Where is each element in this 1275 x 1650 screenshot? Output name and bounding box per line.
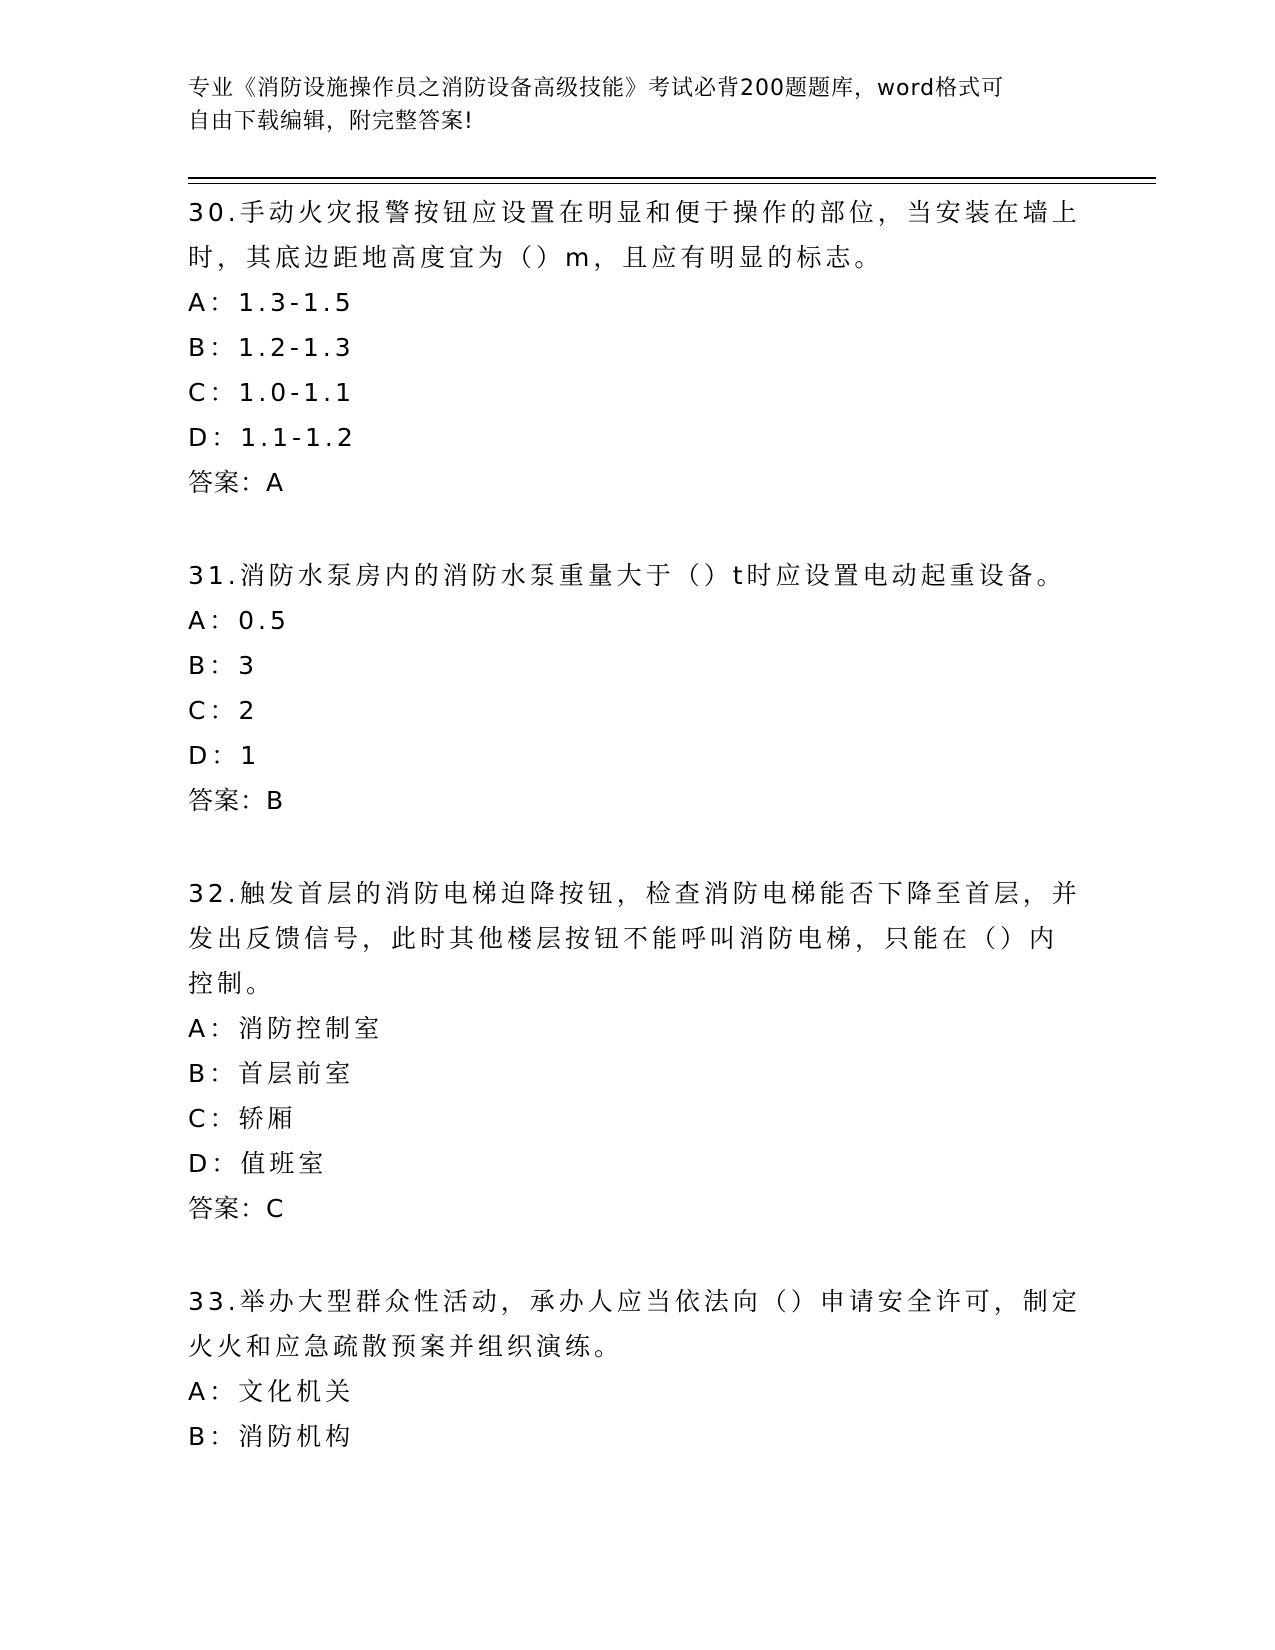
question-stem-line: 时，其底边距地高度宜为（）m，且应有明显的标志。 <box>188 243 884 272</box>
question-stem-line: 30.手动火灾报警按钮应设置在明显和便于操作的部位，当安装在墙上 <box>188 198 1081 227</box>
option-c: C：1.0-1.1 <box>188 378 355 407</box>
question-stem-line: 32.触发首层的消防电梯迫降按钮，检查消防电梯能否下降至首层，并 <box>188 879 1081 908</box>
answer-line <box>188 460 1088 505</box>
header-line-1: 专业《消防设施操作员之消防设备高级技能》考试必背200题题库，word格式可 <box>188 76 1005 101</box>
question-32 <box>188 871 1088 1231</box>
question-stem-line: 火火和应急疏散预案并组织演练。 <box>188 1332 624 1361</box>
option-c: C：2 <box>188 696 259 725</box>
option-d: D：1 <box>188 741 261 770</box>
question-30 <box>188 190 1088 505</box>
option-a: A：1.3-1.5 <box>188 288 355 317</box>
option-d: D：1.1-1.2 <box>188 423 357 452</box>
option-a: A：消防控制室 <box>188 1014 384 1043</box>
option-b: B：消防机构 <box>188 1422 355 1451</box>
answer-value: A <box>266 468 285 497</box>
option-a: A：文化机关 <box>188 1377 355 1406</box>
answer-label: 答案： <box>188 1194 267 1223</box>
question-31 <box>188 553 1088 823</box>
header-line-2: 自由下载编辑，附完整答案! <box>188 109 474 134</box>
header-divider-thin <box>188 183 1156 184</box>
option-d: D：值班室 <box>188 1149 328 1178</box>
question-33 <box>188 1279 1088 1459</box>
answer-label: 答案： <box>188 468 267 497</box>
header-divider-thick <box>188 177 1156 179</box>
answer-value: C <box>266 1194 285 1223</box>
question-stem-line: 发出反馈信号，此时其他楼层按钮不能呼叫消防电梯，只能在（）内 <box>188 924 1059 953</box>
option-b: B：1.2-1.3 <box>188 333 355 362</box>
answer-line <box>188 778 1088 823</box>
question-stem-line: 31.消防水泵房内的消防水泵重量大于（）t时应设置电动起重设备。 <box>188 561 1066 590</box>
question-stem-line: 控制。 <box>188 969 276 998</box>
question-stem-line: 33.举办大型群众性活动，承办人应当依法向（）申请安全许可，制定 <box>188 1287 1081 1316</box>
answer-value: B <box>266 786 285 815</box>
option-a: A：0.5 <box>188 606 290 635</box>
answer-label: 答案： <box>188 786 267 815</box>
question-list <box>188 190 1088 1507</box>
option-b: B：首层前室 <box>188 1059 355 1088</box>
option-b: B：3 <box>188 651 259 680</box>
answer-line <box>188 1186 1088 1231</box>
option-c: C：轿厢 <box>188 1104 297 1133</box>
document-header <box>188 72 1088 138</box>
